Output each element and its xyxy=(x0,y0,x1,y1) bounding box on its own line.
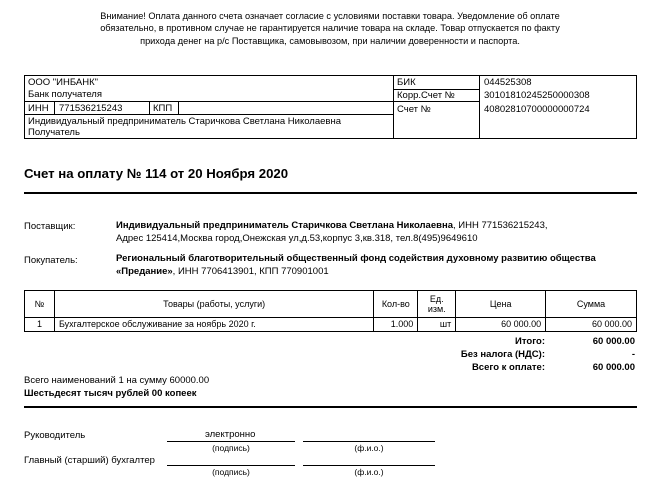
head-name-caption: (ф.и.о.) xyxy=(354,443,384,453)
supplier-name: Индивидуальный предприниматель Старичкова Светлана Николаевна xyxy=(116,220,453,231)
bank-details-table xyxy=(24,75,637,139)
amount-in-words: Шестьдесят тысяч рублей 00 копеек xyxy=(24,388,197,399)
invoice-title: Счет на оплату № 114 от 20 Ноября 2020 xyxy=(24,166,289,181)
kpp-label: КПП xyxy=(153,103,173,114)
bik-label: БИК xyxy=(397,77,416,88)
buyer-label: Покупатель: xyxy=(24,255,78,266)
inn-value: 771536215243 xyxy=(59,103,123,114)
accountant-sign-caption: (подпись) xyxy=(212,467,250,477)
row-num: 1 xyxy=(25,318,55,332)
col-unit xyxy=(418,291,456,318)
col-name: Товары (работы, услуги) xyxy=(54,291,373,318)
account-value: 40802810700000000724 xyxy=(484,104,590,115)
supplier-inn: , ИНН 771536215243, xyxy=(453,220,548,231)
buyer-info xyxy=(116,253,596,278)
summary-divider xyxy=(24,406,637,408)
vat-label: Без налога (НДС): xyxy=(460,349,545,360)
row-sum: 60 000.00 xyxy=(546,318,637,332)
accountant-sign-line xyxy=(167,465,295,466)
row-unit: шт xyxy=(418,318,456,332)
head-name-line xyxy=(303,441,435,442)
bank-name: ООО "ИНБАНК" xyxy=(28,77,98,88)
total-value: 60 000.00 xyxy=(592,336,635,347)
notice-line: обязательно, в противном случае не гарантируется наличие товара на складе. Товар отпускается по факту xyxy=(100,23,560,34)
recipient-label: Получатель xyxy=(28,127,80,138)
corr-account-value: 30101810245250000308 xyxy=(484,90,590,101)
account-label: Счет № xyxy=(397,104,431,115)
head-sign-caption: (подпись) xyxy=(212,443,250,453)
col-unit-line2: изм. xyxy=(427,304,446,314)
accountant-name-caption: (ф.и.о.) xyxy=(354,467,384,477)
amount-due-value: 60 000.00 xyxy=(592,362,635,373)
col-price: Цена xyxy=(456,291,546,318)
inn-label: ИНН xyxy=(28,103,49,114)
corr-account-label: Корр.Счет № xyxy=(397,90,455,101)
title-divider xyxy=(24,192,637,194)
table-header-row xyxy=(25,291,637,318)
notice-line: Внимание! Оплата данного счета означает согласие с условиями поставки товара. Уведомление об оплате xyxy=(100,11,560,21)
supplier-label: Поставщик: xyxy=(24,221,76,232)
supplier-address: Адрес 125414,Москва город,Онежская ул,д.53,корпус 3,кв.318, тел.8(495)9649610 xyxy=(116,232,478,244)
row-name: Бухгалтерское обслуживание за ноябрь 2020 г. xyxy=(54,318,373,332)
items-count-summary: Всего наименований 1 на сумму 60000.00 xyxy=(24,375,210,386)
amount-due-label: Всего к оплате: xyxy=(471,362,545,373)
table-row xyxy=(25,318,637,332)
col-sum: Сумма xyxy=(546,291,637,318)
bank-label: Банк получателя xyxy=(28,89,102,100)
recipient-name: Индивидуальный предприниматель Старичкова Светлана Николаевна xyxy=(28,116,341,127)
notice-line: прихода денег на р/с Поставщика, самовывозом, при наличии доверенности и паспорта. xyxy=(140,35,520,46)
buyer-details: , ИНН 7706413901, КПП 770901001 xyxy=(172,265,329,277)
col-num: № xyxy=(25,291,55,318)
head-label: Руководитель xyxy=(24,430,86,441)
buyer-name-short: «Предание» xyxy=(116,265,173,277)
col-unit-line1: Ед. xyxy=(429,294,444,304)
total-label: Итого: xyxy=(515,336,545,347)
vat-value: - xyxy=(631,349,635,360)
row-price: 60 000.00 xyxy=(456,318,546,332)
accountant-label: Главный (старший) бухгалтер xyxy=(24,455,155,466)
totals-block xyxy=(235,336,635,376)
col-qty: Кол-во xyxy=(374,291,418,318)
head-signature: электронно xyxy=(205,429,256,440)
row-qty: 1.000 xyxy=(374,318,418,332)
bik-value: 044525308 xyxy=(484,77,532,88)
accountant-name-line xyxy=(303,465,435,466)
items-table xyxy=(24,290,637,332)
supplier-info xyxy=(116,220,548,245)
payment-notice xyxy=(40,10,620,47)
head-sign-line xyxy=(167,441,295,442)
buyer-name: Региональный благотворительный общественный фонд содействия духовному развитию общества xyxy=(116,253,596,264)
